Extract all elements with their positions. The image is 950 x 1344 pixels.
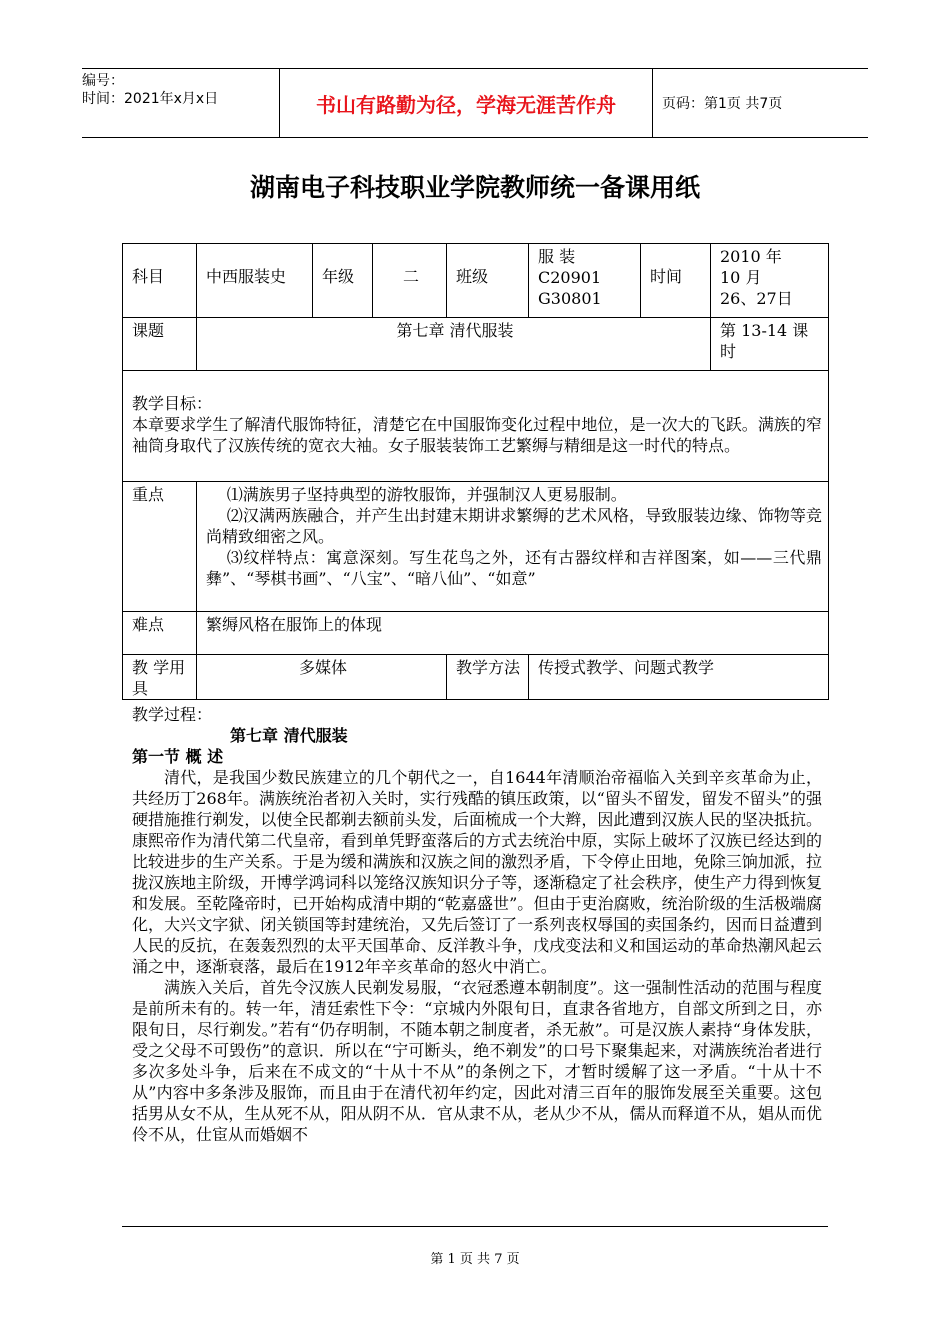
time-label-cell-text: 时间 [650,267,683,286]
table-row [123,655,829,700]
class-label: 班级 [456,267,489,286]
class-label-cell [447,244,529,318]
class-value-line1: 服 装 [538,247,576,266]
period-value: 第 13-14 课时 [720,321,809,361]
key-label: 重点 [132,485,165,504]
goal-cell [123,371,829,482]
method-value: 传授式教学、问题式教学 [538,658,715,677]
topic-value-cell [197,318,711,371]
class-value-cell [529,244,641,318]
paragraph-2: 满族入关后，首先令汉族人民剃发易服，“衣冠悉遵本朝制度”。这一强制性活动的范围与程度是前所未有的。转一年，清廷索性下令：“京城内外限旬日，直隶各省地方，自部文所到之日，亦限旬日，尽行剃发。”若有“仍存明制，不随本朝之制度者，杀无赦”。可是汉族人素持“身体发肤，受之父母不可毁伤”的意识．所以在“宁可断头，绝不剃发”的口号下聚集起来，对满族统治者进行多次多处斗争，后来在不成文的“十从十不从”的条例之下，才暂时缓解了这一矛盾。“十从十不从”内容中多条涉及服饰，而且由于在清代初年约定，因此对清三百年的服饰发展至关重要。这包括男从女不从，生从死不从，阳从阴不从．官从隶不从，老从少不从，儒从而释道不从，娼从而优伶不从，仕宦从而婚姻不 [132,978,822,1144]
class-value-line2: C20901 [538,268,602,287]
class-value-line3: G30801 [538,289,602,308]
difficulty-value: 繁缛风格在服饰上的体现 [206,615,383,634]
difficulty-label-cell [123,612,197,655]
subject-value: 中西服装史 [206,267,287,286]
page-footer: 第 1 页 共 7 页 [430,1252,520,1267]
table-row [123,612,829,655]
table-row [123,244,829,318]
topic-label: 课题 [132,321,165,340]
process-label: 教学过程： [132,705,213,724]
lesson-body [132,704,822,1145]
table-row [123,482,829,612]
section-heading: 第一节 概 述 [132,747,224,766]
key-label-cell [123,482,197,612]
tools-value-cell [197,655,447,700]
tools-label-cell [123,655,197,700]
grade-label-cell [313,244,373,318]
topic-label-cell [123,318,197,371]
time-value-line2: 10 月 [720,268,762,287]
bottom-rule [122,1226,828,1227]
table-row [123,318,829,371]
subject-label-cell [123,244,197,318]
time-label-cell [641,244,711,318]
time-value-cell [711,244,829,318]
method-value-cell [529,655,829,700]
grade-value: 二 [402,267,419,286]
method-label-cell [447,655,529,700]
key-point-1: ⑴满族男子坚持典型的游牧服饰，并强制汉人更易服制。 [226,485,627,504]
tools-label: 教 学用具 [132,658,186,698]
difficulty-value-cell [197,612,829,655]
subject-value-cell [197,244,313,318]
goal-text: 本章要求学生了解清代服饰特征，清楚它在中国服饰变化过程中地位，是一次大的飞跃。满族的窄袖筒身取代了汉族传统的宽衣大袖。女子服装装饰工艺繁缛与精细是这一时代的特点。 [132,415,822,455]
time-value-line3: 26、27日 [720,289,793,308]
period-cell [711,318,829,371]
header-motto: 书山有路勤为径，学海无涯苦作舟 [279,69,653,137]
grade-value-cell [373,244,447,318]
tools-value: 多媒体 [298,658,347,677]
grade-label: 年级 [322,267,355,286]
header-page-code: 页码：第1页 共7页 [662,96,783,112]
time-value-line1: 2010 年 [720,247,782,266]
topic-value: 第七章 清代服装 [396,321,514,340]
key-points-cell [197,482,829,612]
number-label: 编号： [82,73,124,89]
header-meta [82,69,279,140]
lesson-prep-table [122,243,829,700]
page-title: 湖南电子科技职业学院教师统一备课用纸 [249,173,700,202]
paragraph-1: 清代，是我国少数民族建立的几个朝代之一，自1644年清顺治帝福临入关到辛亥革命为止，共经历丁268年。满族统治者初入关时，实行残酷的镇压政策，以“留头不留发，留发不留头”的强硬措施推行剃发，以使全民都剃去额前头发，后面梳成一个大辫，因此遭到汉族人民的坚决抵抗。康熙帝作为清代第二代皇帝，看到单凭野蛮落后的方式去统治中原，实际上破坏了汉族已经达到的比较进步的生产关系。于是为缓和满族和汉族之间的激烈矛盾，下令停止田地，免除三饷加派，拉拢汉族地主阶级，开博学鸿词科以笼络汉族知识分子等，逐渐稳定了社会秩序，使生产力得到恢复和发展。至乾隆帝时，已开始构成清中期的“乾嘉盛世”。但由于吏治腐败，统治阶级的生活极端腐化，大兴文字狱、闭关锁国等封建统治，又先后签订了一系列丧权辱国的卖国条约，因而日益遭到人民的反抗，在轰轰烈烈的太平天国革命、反洋教斗争，戊戌变法和义和国运动的革命热潮风起云涌之中，逐渐衰落，最后在1912年辛亥革命的怒火中消亡。 [132,768,822,976]
key-point-2: ⑵汉满两族融合，并产生出封建末期讲求繁缛的艺术风格，导致服装边缘、饰物等竞尚精致细密之风。 [206,506,822,546]
time-label: 时间：2021年x月x日 [82,91,219,107]
chapter-heading: 第七章 清代服装 [230,726,348,745]
method-label: 教学方法 [456,658,521,677]
table-row [123,371,829,482]
page-header [82,68,868,138]
subject-label: 科目 [132,267,165,286]
difficulty-label: 难点 [132,615,165,634]
key-point-3: ⑶纹样特点：寓意深刻。写生花鸟之外，还有古器纹样和吉祥图案，如——三代鼎彝”、“琴棋书画”、“八宝”、“暗八仙”、“如意” [206,548,822,588]
goal-label: 教学目标： [132,394,213,413]
